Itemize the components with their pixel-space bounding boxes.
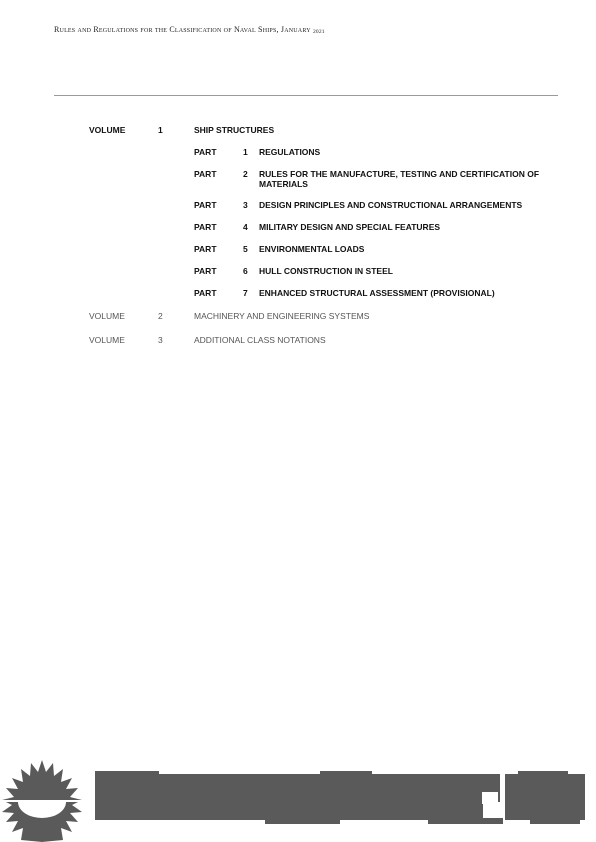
volume-3-number: 3 [158,335,163,345]
part-number: 5 [243,244,248,254]
part-title[interactable]: ENVIRONMENTAL LOADS [259,244,365,254]
header-title: Rules and Regulations for the Classification of Naval Ships, January [54,25,311,34]
volume-1-number: 1 [158,125,163,135]
volume-3-title[interactable]: ADDITIONAL CLASS NOTATIONS [194,335,326,345]
part-number: 1 [243,147,248,157]
part-number: 3 [243,200,248,210]
volume-1-title[interactable]: SHIP STRUCTURES [194,125,275,135]
volume-3-label: VOLUME [89,335,125,345]
part-title[interactable]: MILITARY DESIGN AND SPECIAL FEATURES [259,222,441,232]
part-label: PART [194,147,217,157]
header-divider [54,95,558,96]
part-label: PART [194,222,217,232]
part-title[interactable]: RULES FOR THE MANUFACTURE, TESTING AND CERTIFICATION OF MATERIALS [259,169,540,189]
part-number: 4 [243,222,248,232]
part-number: 7 [243,288,248,298]
header-year: 2021 [312,29,325,35]
footer-logo-band [0,760,596,842]
part-label: PART [194,200,217,210]
volume-2-title[interactable]: MACHINERY AND ENGINEERING SYSTEMS [194,311,370,321]
volume-2-number: 2 [158,311,163,321]
volume-1-label: VOLUME [89,125,126,135]
part-number: 2 [243,169,248,179]
part-title[interactable]: HULL CONSTRUCTION IN STEEL [259,266,393,276]
part-label: PART [194,244,217,254]
lettering-band-icon [95,771,585,824]
part-title[interactable]: ENHANCED STRUCTURAL ASSESSMENT (PROVISIONAL) [259,288,495,298]
part-label: PART [194,266,217,276]
part-label: PART [194,169,217,179]
volume-2-label: VOLUME [89,311,125,321]
part-number: 6 [243,266,248,276]
running-header [54,25,325,34]
part-title[interactable]: REGULATIONS [259,147,321,157]
part-title[interactable]: DESIGN PRINCIPLES AND CONSTRUCTIONAL ARRANGEMENTS [259,200,523,210]
part-label: PART [194,288,217,298]
sunburst-logo-icon [0,760,90,842]
